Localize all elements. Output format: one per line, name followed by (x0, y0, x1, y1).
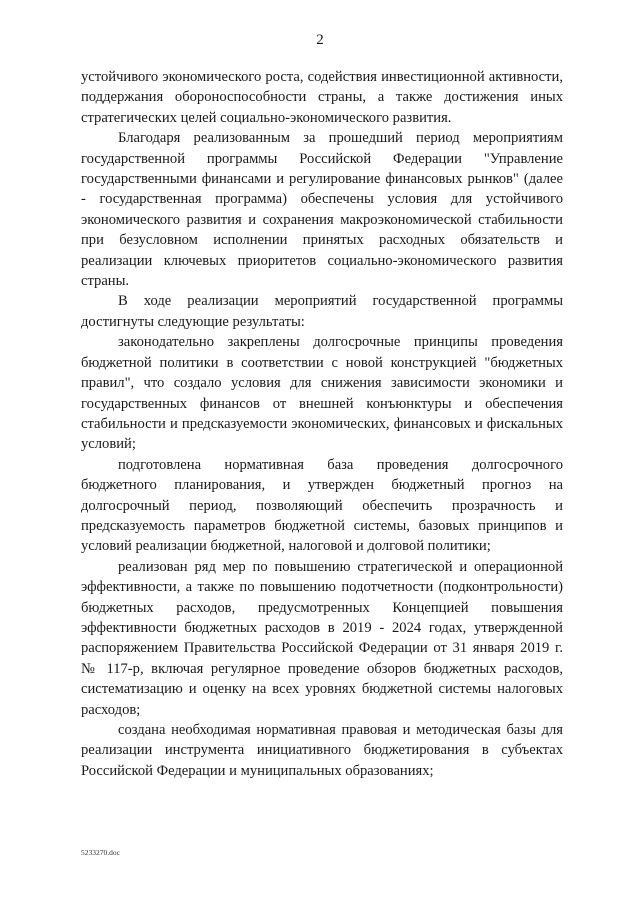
paragraph-initiative-budgeting: создана необходимая нормативная правовая и методическая базы для реализации инструмента инициативного бюджетирования в субъектах Российской Федерации и муниципальных образованиях; (81, 722, 563, 779)
page-number: 2 (316, 32, 324, 48)
paragraph-efficiency-measures: реализован ряд мер по повышению стратегической и операционной эффективности, а также по повышению подотчетности (подконтрольности) бюджетных расходов, предусмотренных Концепцией повышения эффективности бюджетных расходов в 2019 - 2024 годах, утвержденной распоряжением Правительства Российской Федерации от 31 января 2019 г. № 117-р, включая регулярное проведение обзоров бюджетных расходов, систематизацию и оценку на всех уровнях бюджетной системы налоговых расходов; (81, 558, 563, 718)
paragraph-budget-rules: законодательно закреплены долгосрочные принципы проведения бюджетной политики в соответствии с новой конструкцией "бюджетных правил", что создало условия для снижения зависимости экономики и государственных финансов от внешней конъюнктуры и обеспечения стабильности и предсказуемости экономических, финансовых и фискальных условий; (81, 334, 563, 453)
paragraph-results-heading: В ходе реализации мероприятий государственной программы достигнуты следующие результаты: (81, 293, 563, 330)
paragraph-program-results-intro: Благодаря реализованным за прошедший период мероприятиям государственной программы Российской Федерации "Управление государственными финансами и регулирование финансовых рынков" (далее - государственная программа) обеспечены условия для устойчивого экономического развития и сохранения макроэкономической стабильности при безусловном исполнении принятых расходных обязательств и реализации ключевых приоритетов социально-экономического развития страны. (81, 130, 563, 290)
paragraph-continuation: устойчивого экономического роста, содействия инвестиционной активности, поддержания обороноспособности страны, а также достижения иных стратегических целей социально-экономического развития. (81, 69, 563, 126)
document-body (81, 67, 563, 781)
document-file-code: 5233270.doc (81, 848, 120, 857)
paragraph-long-term-planning: подготовлена нормативная база проведения долгосрочного бюджетного планирования, и утвержден бюджетный прогноз на долгосрочный период, позволяющий обеспечить прозрачность и предсказуемость параметров бюджетной системы, базовых принципов и условий реализации бюджетной, налоговой и долговой политики; (81, 456, 563, 555)
